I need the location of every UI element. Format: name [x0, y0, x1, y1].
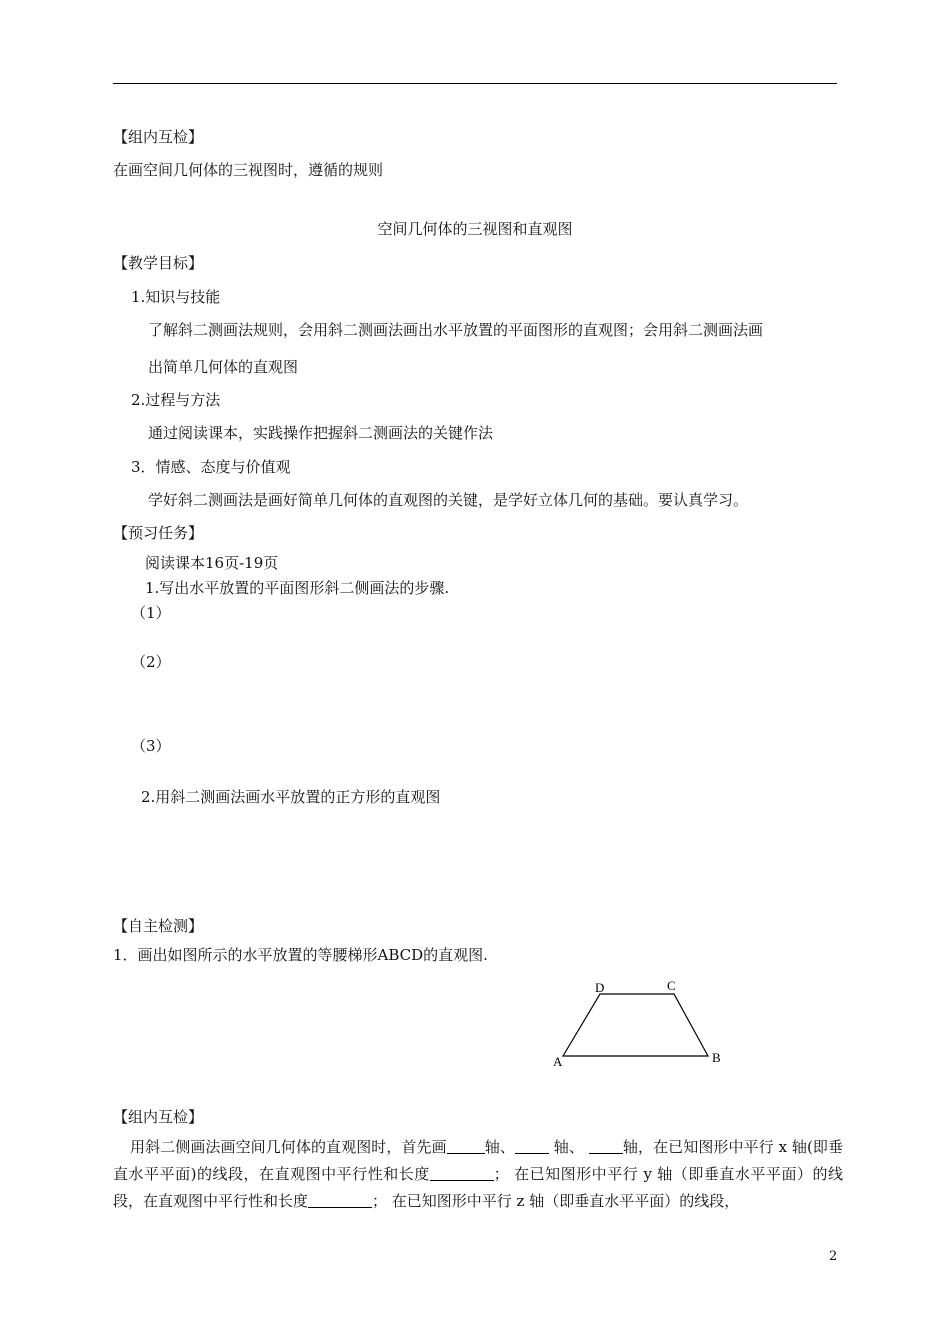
vertex-label-c: C — [667, 978, 676, 993]
vertex-label-d: D — [595, 980, 605, 995]
peer-check-2-paragraph — [113, 1134, 843, 1215]
self-check-question-1: 1．画出如图所示的水平放置的等腰梯形ABCD的直观图. — [113, 946, 488, 964]
paragraph-segment: 轴、 — [548, 1138, 589, 1156]
vertex-label-a: A — [553, 1054, 563, 1069]
step-1: （1） — [131, 604, 171, 622]
objective-1-line-2: 出简单几何体的直观图 — [148, 358, 299, 376]
step-2: （2） — [131, 653, 171, 671]
paragraph-segment: ； 在已知图形中平行 z 轴（即垂直水平平面）的线段， — [372, 1192, 740, 1210]
peer-check-heading: 【组内互检】 — [113, 128, 204, 146]
lesson-title: 空间几何体的三视图和直观图 — [377, 220, 573, 238]
trapezoid-shape — [563, 994, 708, 1056]
fill-blank[interactable] — [589, 1137, 623, 1154]
objective-2-label: 2.过程与方法 — [131, 391, 221, 409]
preview-heading: 【预习任务】 — [113, 524, 204, 542]
paragraph-segment: 轴，在已知图形中平行 x 轴(即垂直水平平面)的线段，在直观图中平行性和长度 — [113, 1138, 843, 1183]
objective-1-line-1: 了解斜二测画法规则，会用斜二测画法画出水平放置的平面图形的直观图；会用斜二测画法画 — [148, 321, 764, 339]
isosceles-trapezoid-figure — [548, 974, 728, 1074]
fill-blank[interactable] — [447, 1137, 485, 1154]
self-check-heading: 【自主检测】 — [113, 917, 204, 935]
fill-blank[interactable] — [430, 1164, 494, 1181]
preview-reading: 阅读课本16页-19页 — [145, 554, 279, 572]
objective-1-label: 1.知识与技能 — [131, 288, 221, 306]
paragraph-segment: 用斜二侧画法画空间几何体的直观图时，首先画 — [130, 1138, 447, 1156]
header-rule — [113, 83, 837, 84]
objectives-heading: 【教学目标】 — [113, 254, 204, 272]
vertex-label-b: B — [712, 1050, 721, 1065]
preview-question-1: 1.写出水平放置的平面图形斜二侧画法的步骤. — [145, 579, 450, 597]
page-number: 2 — [829, 1249, 838, 1264]
fill-blank[interactable] — [308, 1191, 372, 1208]
objective-3-label: 3．情感、态度与价值观 — [131, 458, 291, 476]
fill-blank[interactable] — [515, 1137, 549, 1154]
objective-2-line-1: 通过阅读课本，实践操作把握斜二测画法的关键作法 — [148, 424, 494, 442]
paragraph-segment: 轴、 — [484, 1138, 515, 1156]
paragraph-segment: ； 在已知图形中平行 y 轴（即垂直水平平面）的线段，在直观图中平行性和长度 — [113, 1165, 844, 1210]
step-3: （3） — [131, 737, 171, 755]
peer-check-2-heading: 【组内互检】 — [113, 1108, 204, 1126]
peer-check-text: 在画空间几何体的三视图时，遵循的规则 — [113, 161, 384, 179]
preview-question-2: 2.用斜二测画法画水平放置的正方形的直观图 — [141, 788, 441, 806]
objective-3-line-1: 学好斜二测画法是画好简单几何体的直观图的关键，是学好立体几何的基础。要认真学习。 — [148, 491, 749, 509]
